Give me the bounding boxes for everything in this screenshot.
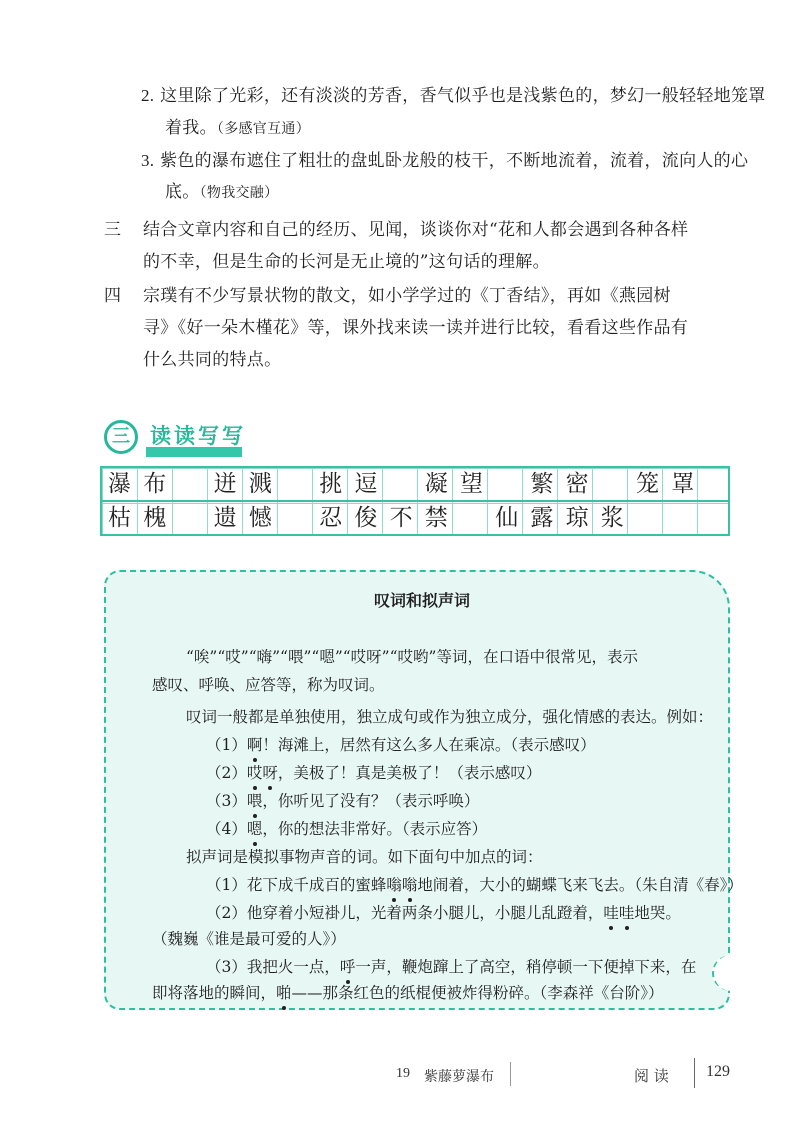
item-2-continued xyxy=(165,116,310,141)
note-box-title: 叹词和拟声词 xyxy=(374,591,471,610)
item-number: 3. xyxy=(141,151,155,170)
example-line xyxy=(206,790,479,812)
grid-cell xyxy=(630,501,665,535)
section-badge-label: 三 xyxy=(112,426,130,447)
grid-cell xyxy=(172,467,207,501)
dotted-word: 啊 xyxy=(246,736,263,754)
grid-cell: 密 xyxy=(565,471,589,497)
grid-cell: 忍 xyxy=(319,505,343,531)
item-2 xyxy=(141,84,766,108)
example-line xyxy=(206,902,681,924)
example-text: 他穿着小短褂儿，光着两条小腿儿，小腿儿乱蹬着， xyxy=(246,904,604,922)
example-line xyxy=(206,956,696,978)
item-3-continued xyxy=(165,180,278,205)
dotted-word: 嗡 xyxy=(401,876,418,894)
dotted-word: 呀 xyxy=(262,764,278,782)
question-4-line: 寻》《好一朵木槿花》等，课外找来读一读并进行比较，看看这些作品有 xyxy=(143,318,689,338)
question-4-line: 宗璞有不少写景状物的散文，如小学学过的《丁香结》，再如《燕园树 xyxy=(143,286,671,306)
grid-cell: 笼 xyxy=(636,471,659,497)
example-source: （魏巍《谁是最可爱的人》） xyxy=(152,930,346,948)
grid-cell: 挑 xyxy=(319,471,343,497)
grid-cell: 禁 xyxy=(424,505,448,531)
grid-cell: 布 xyxy=(143,471,167,497)
note-paragraph-1-continued: 感叹、呼唤、应答等，称为叹词。 xyxy=(152,676,385,694)
item-text: 这里除了光彩，还有淡淡的芳香，香气似乎也是浅紫色的，梦幻一般轻轻地笼罩 xyxy=(160,86,766,106)
example-text: ——那条红色的纸棍便被炸得粉碎。（李森祥《台阶》） xyxy=(291,984,664,1002)
grid-cell: 枯 xyxy=(108,505,131,531)
grid-cell xyxy=(489,467,524,501)
grid-cell: 俊 xyxy=(354,505,378,531)
lesson-title: 紫藤萝瀑布 xyxy=(424,1069,494,1085)
example-number: （2） xyxy=(206,904,247,922)
grid-cell: 凝 xyxy=(424,471,448,497)
dotted-word: 哇 xyxy=(618,904,635,922)
note-paragraph-1: “唉”“哎”“嗨”“喂”“嗯”“哎呀”“哎哟”等词，在口语中很常见，表示 xyxy=(186,648,638,666)
item-text: 紫色的瀑布遮住了粗壮的盘虬卧龙般的枝干，不断地流着，流着，流向人的心 xyxy=(160,151,749,171)
grid-cell: 槐 xyxy=(143,505,167,531)
example-number: （1） xyxy=(206,876,247,894)
grid-cell: 罩 xyxy=(671,471,695,497)
item-text: 底。 xyxy=(165,182,200,202)
item-number: 2. xyxy=(141,86,155,105)
dotted-word: 哎 xyxy=(246,764,263,782)
grid-cell xyxy=(384,467,419,501)
note-box-notch xyxy=(712,955,750,991)
grid-cell xyxy=(278,501,313,535)
example-line xyxy=(206,734,596,756)
dotted-word: 喂 xyxy=(246,792,263,810)
dotted-word: 哇 xyxy=(603,904,619,922)
dotted-word: 嗯 xyxy=(246,820,263,838)
example-text: 地闹着，大小的蝴蝶飞来飞去。（朱自清《春》） xyxy=(417,876,743,894)
example-text: 即将落地的瞬间， xyxy=(152,984,277,1002)
example-line xyxy=(206,874,743,896)
example-number: （1） xyxy=(206,736,247,754)
grid-cell: 浆 xyxy=(600,505,624,531)
grid-cell: 琼 xyxy=(565,505,589,531)
grid-cell: 迸 xyxy=(213,471,237,497)
example-line xyxy=(206,762,541,784)
grid-cell: 逗 xyxy=(354,471,378,497)
grid-cell xyxy=(595,467,630,501)
grid-cell xyxy=(665,501,700,535)
example-text: 我把火一点， xyxy=(246,958,340,976)
question-3-number: 三 xyxy=(104,220,122,240)
grid-cell: 露 xyxy=(530,505,554,531)
example-line xyxy=(152,982,664,1004)
example-number: （4） xyxy=(206,820,247,838)
footer-divider xyxy=(694,1058,695,1088)
example-number: （2） xyxy=(206,764,247,782)
question-3-line: 的不幸，但是生命的长河是无止境的”这句话的理解。 xyxy=(143,252,550,272)
grid-cell xyxy=(454,501,489,535)
example-number: （3） xyxy=(206,958,247,976)
item-text: 着我。 xyxy=(165,118,217,138)
item-note: （物我交融） xyxy=(199,185,279,201)
example-text: ，你的想法非常好。（表示应答） xyxy=(262,820,488,838)
question-4-number: 四 xyxy=(104,286,122,306)
example-line xyxy=(206,818,487,840)
question-3-line: 结合文章内容和自己的经历、见闻，谈谈你对“花和人都会遇到各种各样 xyxy=(143,220,689,240)
item-note: （多感官互通） xyxy=(216,121,311,137)
dotted-word: 啪 xyxy=(276,984,292,1002)
footer-divider xyxy=(510,1062,511,1086)
example-text: ！海滩上，居然有这么多人在乘凉。（表示感叹） xyxy=(262,736,596,754)
grid-cell: 仙 xyxy=(495,505,519,531)
example-text: ，美极了！真是美极了！（表示感叹） xyxy=(277,764,542,782)
note-paragraph-3: 拟声词是模拟事物声音的词。如下面句中加点的词： xyxy=(186,848,543,866)
grid-cell xyxy=(172,501,207,535)
footer-section: 阅 读 xyxy=(634,1067,669,1085)
grid-cell: 繁 xyxy=(530,471,554,497)
grid-cell: 遗 xyxy=(213,505,237,531)
example-text: 地哭。 xyxy=(634,904,681,922)
section-title: 读读写写 xyxy=(150,424,246,448)
lesson-number: 19 xyxy=(396,1066,410,1081)
example-text: ，你听见了没有？（表示呼唤） xyxy=(262,792,480,810)
question-4-line: 什么共同的特点。 xyxy=(143,350,282,370)
note-paragraph-2: 叹词一般都是单独使用，独立成句或作为独立成分，强化情感的表达。例如： xyxy=(186,708,714,726)
grid-cell: 望 xyxy=(460,471,483,497)
section-badge-icon xyxy=(104,420,138,454)
dotted-word: 呼 xyxy=(339,958,356,976)
example-text: 花下成千成百的蜜蜂 xyxy=(246,876,387,894)
example-text: 一声，鞭炮蹿上了高空，稍停顿一下便掉下来，在 xyxy=(355,958,697,976)
grid-cell: 瀑 xyxy=(108,471,131,497)
item-3 xyxy=(141,149,748,173)
grid-cell: 不 xyxy=(389,505,413,531)
grid-cell xyxy=(278,467,313,501)
page-number: 129 xyxy=(706,1063,730,1080)
grid-cell: 憾 xyxy=(248,505,272,531)
grid-cell: 溅 xyxy=(248,471,272,497)
example-number: （3） xyxy=(206,792,247,810)
dotted-word: 嗡 xyxy=(386,876,402,894)
